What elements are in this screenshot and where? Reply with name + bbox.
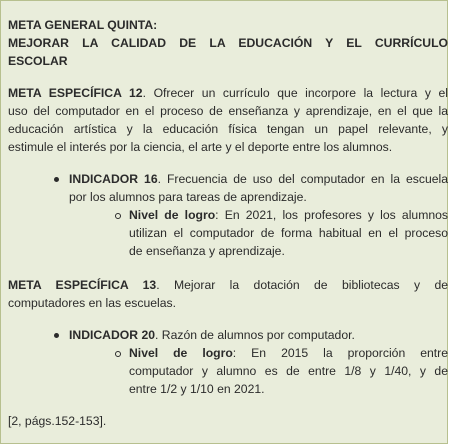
indicator-16-paragraph — [69, 170, 448, 188]
indicator-20-paragraph — [69, 326, 355, 344]
goal-heading-line: ESCOLAR — [8, 54, 68, 68]
meta-12-label: META ESPECÍFICA 12 — [8, 86, 143, 100]
goal-heading-line: MEJORAR LA CALIDAD DE LA EDUCACIÓN Y EL CURRÍCULO — [8, 36, 448, 50]
achievement-16-label: Nivel de logro — [129, 208, 216, 222]
achievement-20-text: : En 2015 la proporción entre — [232, 346, 448, 360]
indicator-16-text: . Frecuencia de uso del computador en la escuela — [157, 172, 448, 186]
achievement-20-label: Nivel de logro — [129, 346, 233, 360]
goal-title: META GENERAL QUINTA: — [8, 18, 158, 32]
meta-13-text: . Mejorar la dotación de bibliotecas y de — [156, 278, 448, 292]
meta-13-label: META ESPECÍFICA 13 — [8, 278, 157, 292]
meta-12-line: estimule el interés por la ciencia, el arte y el deporte entre los alumnos. — [8, 140, 393, 154]
indicator-16-line: por los alumnos para tareas de aprendizaje. — [69, 190, 307, 204]
meta-13-paragraph — [8, 276, 448, 294]
bullet-icon — [54, 177, 59, 182]
circle-bullet-icon — [115, 213, 121, 219]
achievement-16-line: de enseñanza y aprendizaje. — [129, 244, 285, 258]
achievement-20-paragraph — [129, 344, 448, 362]
achievement-16-text: : En 2021, los profesores y los alumnos — [215, 208, 448, 222]
meta-12-text: . Ofrecer un currículo que incorpore la lectura y el — [142, 86, 448, 100]
meta-13-line: computadores en las escuelas. — [8, 296, 177, 310]
indicator-20-text: . Razón de alumnos por computador. — [155, 328, 355, 342]
bullet-icon — [54, 333, 59, 338]
meta-12-line: educación artística y la educación física tengan un papel relevante, y — [8, 122, 448, 136]
citation: [2, págs.152-153]. — [8, 414, 107, 428]
achievement-20-line: computador y alumno es de entre 1/8 y 1/40, y de — [129, 364, 448, 378]
meta-12-paragraph — [8, 84, 448, 102]
indicator-20-label: INDICADOR 20 — [69, 328, 156, 342]
achievement-16-paragraph — [129, 206, 448, 224]
achievement-20-line: entre 1/2 y 1/10 en 2021. — [129, 382, 265, 396]
meta-12-line: uso del computador en el proceso de enseñanza y aprendizaje, en el que la — [8, 104, 448, 118]
achievement-16-line: utilizan el computador de forma habitual en el proceso — [129, 226, 448, 240]
circle-bullet-icon — [115, 351, 121, 357]
indicator-16-label: INDICADOR 16 — [69, 172, 158, 186]
